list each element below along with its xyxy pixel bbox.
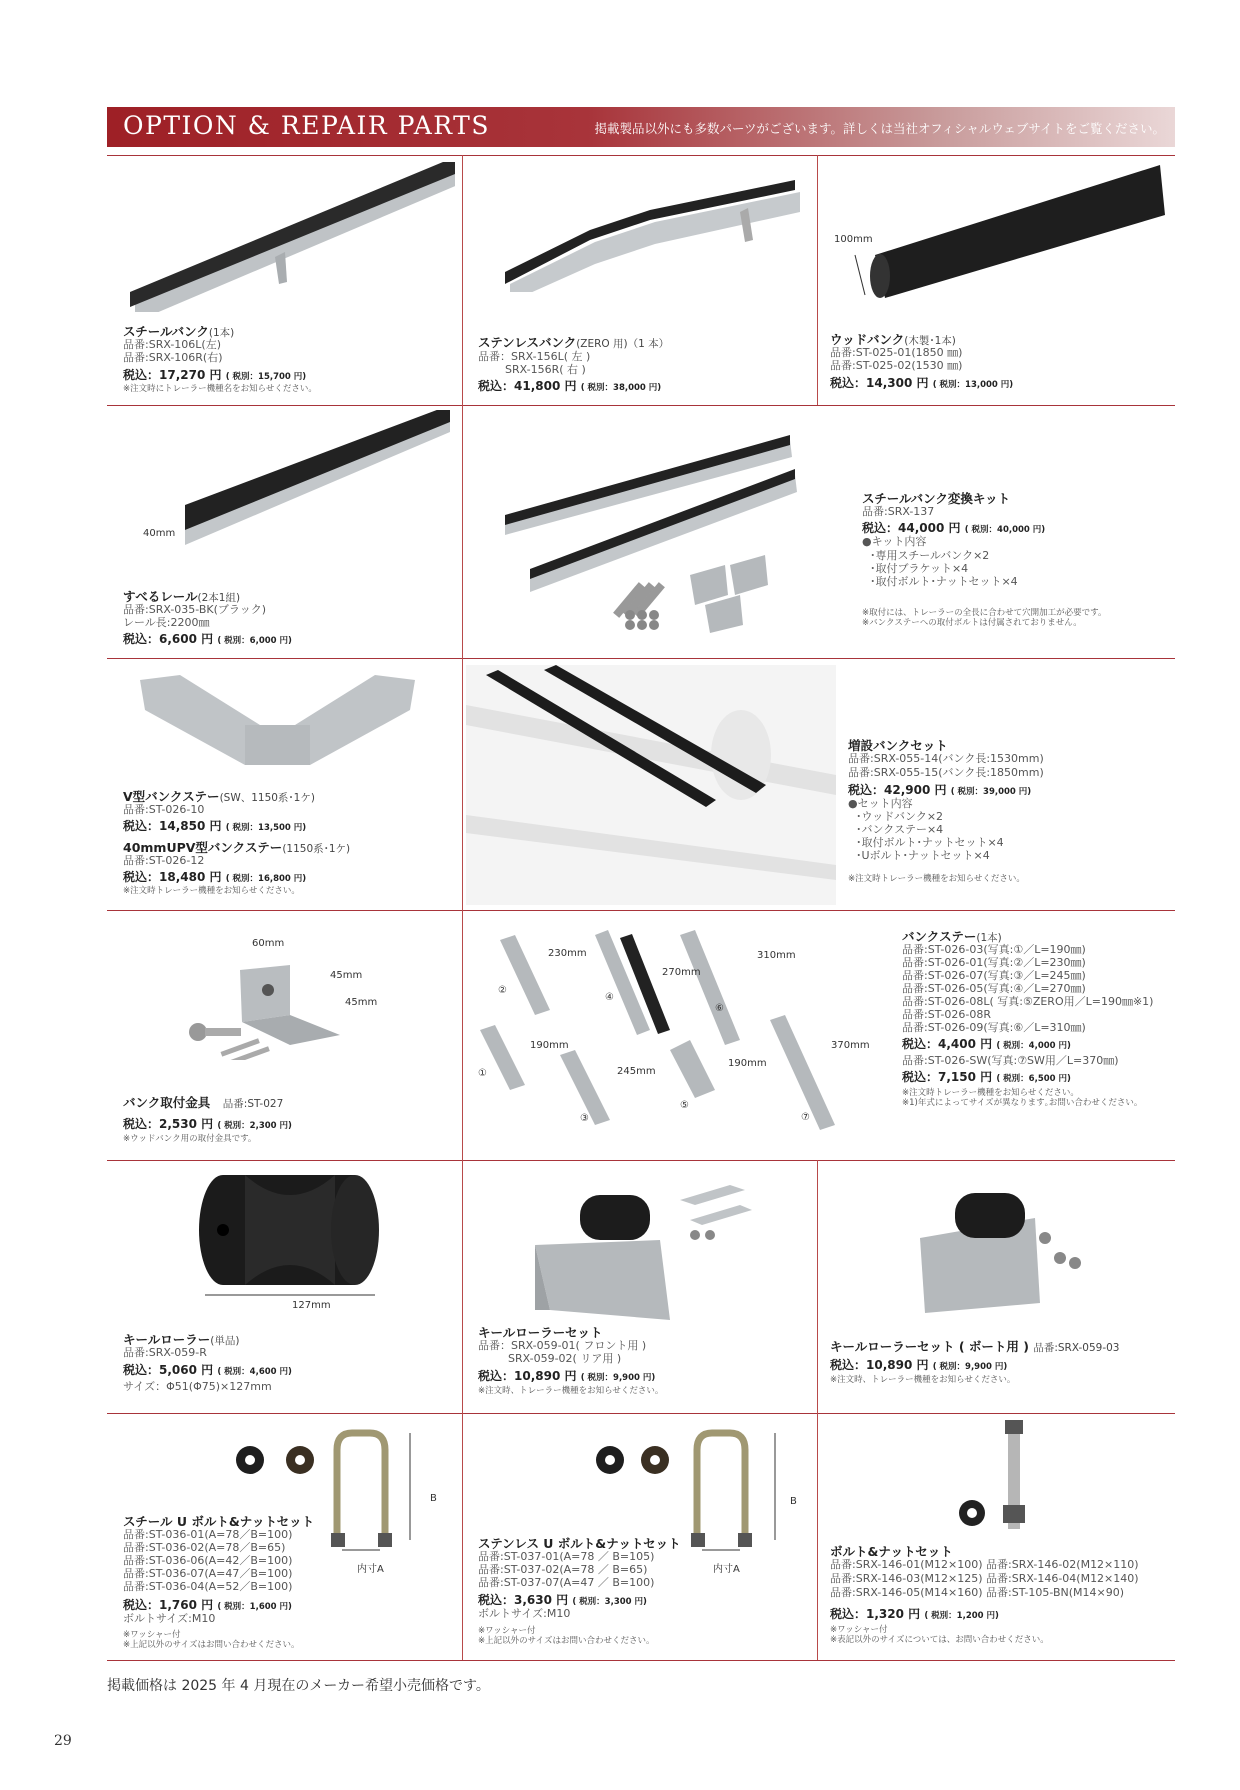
keel-roller-set-name: キールローラーセット xyxy=(478,1325,603,1340)
bunk-stay-part-5: 品番:ST-026-08L( 写真:⑤ZERO用／L=190㎜※1) xyxy=(902,995,1154,1008)
bunk-bracket-name: バンク取付金具 品番:ST-027 xyxy=(123,1095,284,1110)
stainless-bunk-part-right: SRX-156R( 右 ) xyxy=(505,363,586,376)
wood-bunk-image xyxy=(830,160,1168,300)
price-date-note: 掲載価格は 2025 年 4 月現在のメーカー希望小売価格です。 xyxy=(107,1678,490,1694)
col-divider xyxy=(817,155,818,405)
steel-bunk-part-left: 品番:SRX-106L(左) xyxy=(123,338,221,351)
bunk-stay-price: 税込：4,400 円 ( 税別：4,000 円) xyxy=(902,1037,1071,1051)
slide-rail-dim: 40mm xyxy=(143,528,176,539)
steel-ubolt-price: 税込：1,760 円 ( 税別：1,600 円) xyxy=(123,1598,292,1612)
steel-ubolt-part-3: 品番:ST-036-06(A=42／B=100) xyxy=(123,1554,293,1567)
conversion-kit-content-3: ･取付ボルト･ナットセット×4 xyxy=(870,575,1018,588)
steel-ubolt-note-2: ※上記以外のサイズはお問い合わせください。 xyxy=(123,1640,300,1650)
bunk-stay-sw-price: 税込：7,150 円 ( 税別：6,500 円) xyxy=(902,1070,1071,1084)
stay-marker-4: ④ xyxy=(605,992,614,1003)
steel-bunk-part-right: 品番:SRX-106R(右) xyxy=(123,351,223,364)
stay-dim-370: 370mm xyxy=(831,1040,870,1051)
steel-ubolt-part-5: 品番:ST-036-04(A=52／B=100) xyxy=(123,1580,293,1593)
extra-bunk-part-1: 品番:SRX-055-14(バンク長:1530mm) xyxy=(848,752,1044,765)
steel-ubolt-note-1: ※ワッシャー付 xyxy=(123,1630,181,1640)
steel-ubolt-part-4: 品番:ST-036-07(A=47／B=100) xyxy=(123,1567,293,1580)
steel-bunk-image xyxy=(125,162,455,312)
upv-stay-part: 品番:ST-026-12 xyxy=(123,854,205,867)
bunk-stay-part-1: 品番:ST-026-03(写真:①／L=190㎜) xyxy=(902,943,1086,956)
keel-roller-boat-note: ※注文時、トレーラー機種をお知らせください。 xyxy=(830,1375,1016,1385)
conversion-kit-note-1: ※取付には、トレーラーの全長に合わせて穴開加工が必要です。 xyxy=(862,608,1107,618)
stainless-ubolt-part-1: 品番:ST-037-01(A=78 ／ B=105) xyxy=(478,1550,655,1563)
extra-bunk-note: ※注文時トレーラー機種をお知らせください。 xyxy=(848,874,1025,884)
conversion-kit-content-1: ･専用スチールバンク×2 xyxy=(870,549,990,562)
stainless-bunk-price: 税込：41,800 円 ( 税別：38,000 円) xyxy=(478,379,662,393)
steel-bunk-note: ※注文時にトレーラー機種名をお知らせください。 xyxy=(123,384,317,394)
keel-roller-set-part-front: 品番：SRX-059-01( フロント用 ) xyxy=(478,1339,647,1352)
bolt-nut-note-2: ※表記以外のサイズについては、お問い合わせください。 xyxy=(830,1635,1049,1645)
extra-bunk-price: 税込：42,900 円 ( 税別：39,000 円) xyxy=(848,783,1032,797)
bracket-dim-60: 60mm xyxy=(252,938,285,949)
section-header xyxy=(107,107,1175,147)
conversion-kit-note-2: ※バンクステーへの取付ボルトは付属されておりません。 xyxy=(862,618,1082,628)
bunk-stay-note-1: ※注文時トレーラー機種をお知らせください。 xyxy=(902,1088,1079,1098)
keel-roller-boat-image xyxy=(915,1178,1085,1318)
wood-bunk-name: ウッドバンク(木製･1本) xyxy=(830,332,956,347)
keel-roller-dim: 127mm xyxy=(292,1300,331,1311)
row-divider xyxy=(107,155,1175,156)
bracket-dim-45-a: 45mm xyxy=(330,970,363,981)
bolt-nut-part-3: 品番:SRX-146-05(M14×160) 品番:ST-105-BN(M14×90) xyxy=(830,1586,1125,1599)
bolt-nut-part-1: 品番:SRX-146-01(M12×100) 品番:SRX-146-02(M12×110) xyxy=(830,1558,1139,1571)
stay-marker-1: ① xyxy=(478,1068,487,1079)
extra-bunk-name: 増設バンクセット xyxy=(848,738,948,753)
keel-roller-part: 品番:SRX-059-R xyxy=(123,1346,207,1359)
stainless-ubolt-price: 税込：3,630 円 ( 税別：3,300 円) xyxy=(478,1593,647,1607)
conversion-kit-contents-title: ●キット内容 xyxy=(862,535,927,548)
stay-dim-230: 230mm xyxy=(548,948,587,959)
col-divider xyxy=(462,155,463,405)
stay-dim-245: 245mm xyxy=(617,1066,656,1077)
v-stay-name: V型バンクステー(SW、1150系･1ケ) xyxy=(123,789,315,804)
slide-rail-price: 税込：6,600 円 ( 税別：6,000 円) xyxy=(123,632,292,646)
bolt-nut-note-1: ※ワッシャー付 xyxy=(830,1625,888,1635)
steel-bunk-name: スチールバンク(1本) xyxy=(123,324,235,339)
keel-roller-size: サイズ：Φ51(Φ75)×127mm xyxy=(123,1380,272,1393)
conversion-kit-price: 税込：44,000 円 ( 税別：40,000 円) xyxy=(862,521,1046,535)
bunk-stay-note-2: ※1)年式によってサイズが異なります｡お問い合わせください。 xyxy=(902,1098,1143,1108)
row-divider xyxy=(107,1413,1175,1414)
keel-roller-set-price: 税込：10,890 円 ( 税別：9,900 円) xyxy=(478,1369,656,1383)
stainless-ubolt-part-2: 品番:ST-037-02(A=78 ／ B=65) xyxy=(478,1563,648,1576)
bunk-stay-part-3: 品番:ST-026-07(写真:③／L=245㎜) xyxy=(902,969,1086,982)
stainless-ubolt-dim-b: B xyxy=(790,1496,797,1507)
stainless-ubolt-name: ステンレス U ボルト&ナットセット xyxy=(478,1536,681,1551)
conversion-kit-name: スチールバンク変換キット xyxy=(862,491,1011,506)
header-note: 掲載製品以外にも多数パーツがございます。詳しくは当社オフィシャルウェブサイトをご覧ください。 xyxy=(594,121,1165,136)
steel-ubolt-size: ボルトサイズ:M10 xyxy=(123,1612,216,1625)
slide-rail-name: すべるレール(2本1組) xyxy=(123,589,241,604)
extra-bunk-content-2: ･バンクステー×4 xyxy=(856,823,944,836)
stay-dim-190-a: 190mm xyxy=(530,1040,569,1051)
extra-bunk-content-1: ･ウッドバンク×2 xyxy=(856,810,944,823)
bunk-bracket-price: 税込：2,530 円 ( 税別：2,300 円) xyxy=(123,1117,292,1131)
steel-ubolt-dim-a: 内寸A xyxy=(357,1564,384,1575)
keel-roller-boat-name: キールローラーセット ( ボート用 ) 品番:SRX-059-03 xyxy=(830,1339,1120,1354)
stainless-ubolt-dim-a: 内寸A xyxy=(713,1564,740,1575)
steel-ubolt-part-2: 品番:ST-036-02(A=78／B=65) xyxy=(123,1541,286,1554)
bunk-stay-image xyxy=(470,920,890,1150)
row-divider xyxy=(107,1660,1175,1661)
col-divider xyxy=(462,405,463,658)
stainless-bunk-part-left: 品番：SRX-156L( 左 ) xyxy=(478,350,591,363)
col-divider xyxy=(817,1413,818,1660)
bunk-stay-part-4: 品番:ST-026-05(写真:④／L=270㎜) xyxy=(902,982,1086,995)
keel-roller-set-note: ※注文時、トレーラー機種をお知らせください。 xyxy=(478,1386,664,1396)
keel-roller-name: キールローラー(単品) xyxy=(123,1332,240,1347)
bunk-stay-part-6: 品番:ST-026-08R xyxy=(902,1008,991,1021)
steel-ubolt-part-1: 品番:ST-036-01(A=78／B=100) xyxy=(123,1528,293,1541)
keel-roller-image xyxy=(195,1170,385,1310)
extra-bunk-contents-title: ●セット内容 xyxy=(848,797,913,810)
steel-ubolt-dim-b: B xyxy=(430,1493,437,1504)
row-divider xyxy=(107,658,1175,659)
bracket-dim-45-b: 45mm xyxy=(345,997,378,1008)
extra-bunk-content-3: ･取付ボルト･ナットセット×4 xyxy=(856,836,1004,849)
stay-marker-6: ⑥ xyxy=(715,1003,724,1014)
stainless-bunk-image xyxy=(505,172,805,292)
steel-ubolt-name: スチール U ボルト&ナットセット xyxy=(123,1514,315,1529)
row-divider xyxy=(107,405,1175,406)
slide-rail-image xyxy=(180,410,455,545)
stay-dim-310: 310mm xyxy=(757,950,796,961)
wood-bunk-part-2: 品番:ST-025-02(1530 ㎜) xyxy=(830,359,963,372)
upv-stay-name: 40mmUPV型バンクステー(1150系･1ケ) xyxy=(123,840,351,855)
bunk-bracket-note: ※ウッドバンク用の取付金具です。 xyxy=(123,1134,257,1144)
bolt-nut-price: 税込：1,320 円 ( 税別：1,200 円) xyxy=(830,1607,999,1621)
stainless-ubolt-part-3: 品番:ST-037-07(A=47 ／ B=100) xyxy=(478,1576,655,1589)
row-divider xyxy=(107,1160,1175,1161)
stainless-ubolt-note-2: ※上記以外のサイズはお問い合わせください。 xyxy=(478,1636,655,1646)
conversion-kit-part: 品番:SRX-137 xyxy=(862,505,935,518)
bunk-stay-part-7: 品番:ST-026-09(写真:⑥／L=310㎜) xyxy=(902,1021,1086,1034)
col-divider xyxy=(462,910,463,1160)
wood-bunk-part-1: 品番:ST-025-01(1850 ㎜) xyxy=(830,346,963,359)
keel-roller-price: 税込：5,060 円 ( 税別：4,600 円) xyxy=(123,1363,292,1377)
stainless-ubolt-note-1: ※ワッシャー付 xyxy=(478,1626,536,1636)
v-stay-note: ※注文時トレーラー機種をお知らせください。 xyxy=(123,886,300,896)
col-divider xyxy=(817,1160,818,1413)
stainless-bunk-name: ステンレスバンク(ZERO 用)（1 本） xyxy=(478,335,670,350)
bunk-stay-name: バンクステー(1本) xyxy=(902,929,1002,944)
keel-roller-boat-price: 税込：10,890 円 ( 税別：9,900 円) xyxy=(830,1358,1008,1372)
slide-rail-length: レール長:2200㎜ xyxy=(123,616,210,629)
bolt-nut-name: ボルト&ナットセット xyxy=(830,1544,953,1559)
keel-roller-set-image xyxy=(530,1180,770,1320)
slide-rail-part: 品番:SRX-035-BK(ブラック) xyxy=(123,603,266,616)
stainless-ubolt-size: ボルトサイズ:M10 xyxy=(478,1607,571,1620)
keel-roller-set-part-rear: SRX-059-02( リア用 ) xyxy=(508,1352,622,1365)
extra-bunk-content-4: ･Uボルト･ナットセット×4 xyxy=(856,849,990,862)
extra-bunk-image xyxy=(466,665,836,905)
conversion-kit-image xyxy=(500,435,805,635)
v-stay-price: 税込：14,850 円 ( 税別：13,500 円) xyxy=(123,819,307,833)
bolt-nut-part-2: 品番:SRX-146-03(M12×125) 品番:SRX-146-04(M12×140) xyxy=(830,1572,1139,1585)
bunk-stay-part-sw: 品番:ST-026-SW(写真:⑦SW用／L=370㎜) xyxy=(902,1054,1119,1067)
wood-bunk-price: 税込：14,300 円 ( 税別：13,000 円) xyxy=(830,376,1014,390)
stay-marker-7: ⑦ xyxy=(801,1112,810,1123)
section-title: OPTION & REPAIR PARTS xyxy=(123,111,490,140)
v-stay-part: 品番:ST-026-10 xyxy=(123,803,205,816)
bolt-nut-image xyxy=(950,1420,1060,1540)
stay-marker-5: ⑤ xyxy=(680,1100,689,1111)
stay-dim-270: 270mm xyxy=(662,967,701,978)
v-stay-image xyxy=(135,670,420,770)
stay-dim-190-b: 190mm xyxy=(728,1058,767,1069)
upv-stay-price: 税込：18,480 円 ( 税別：16,800 円) xyxy=(123,870,307,884)
col-divider xyxy=(462,1413,463,1660)
wood-bunk-dim: 100mm xyxy=(834,234,873,245)
steel-bunk-price: 税込：17,270 円 ( 税別：15,700 円) xyxy=(123,368,307,382)
col-divider xyxy=(462,1160,463,1413)
col-divider xyxy=(462,658,463,910)
bunk-stay-part-2: 品番:ST-026-01(写真:②／L=230㎜) xyxy=(902,956,1086,969)
row-divider xyxy=(107,910,1175,911)
page-number: 29 xyxy=(54,1733,72,1749)
stay-marker-2: ② xyxy=(498,985,507,996)
extra-bunk-part-2: 品番:SRX-055-15(バンク長:1850mm) xyxy=(848,766,1044,779)
stay-marker-3: ③ xyxy=(580,1113,589,1124)
conversion-kit-content-2: ･取付ブラケット×4 xyxy=(870,562,969,575)
